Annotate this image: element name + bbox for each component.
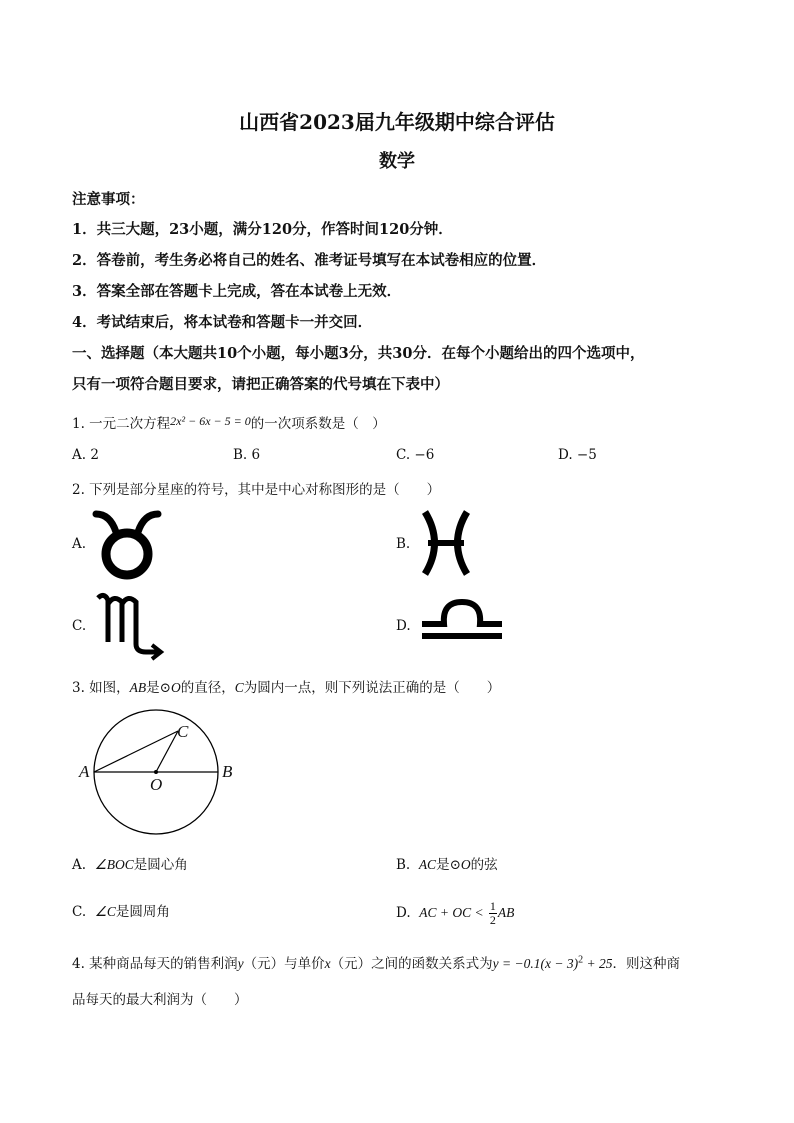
- q4-formula: y = −0.1: [492, 956, 541, 971]
- q2-option-d-label: D.: [396, 618, 411, 634]
- question-1: [72, 412, 386, 432]
- section-heading: 一、选择题（本大题共10个小题，每小题3分，共30分．在每个小题给出的四个选项中，: [72, 345, 645, 362]
- subject-title: 数学: [379, 151, 415, 172]
- point-b-label: B: [222, 762, 233, 781]
- notice-item: 3．答案全部在答题卡上完成，答在本试卷上无效．: [72, 283, 402, 300]
- pisces-icon: [420, 510, 472, 576]
- fraction-denominator: 2: [489, 913, 496, 927]
- notice-item: 1．共三大题，23小题，满分120分，作答时间120分钟．: [72, 221, 453, 238]
- option-label: A.: [72, 857, 87, 873]
- q3-stem-o: O: [170, 680, 181, 695]
- q1-stem-pre: 1. 一元二次方程: [72, 416, 171, 432]
- q3-stem-c: C: [234, 680, 244, 695]
- point-a-label: A: [79, 762, 90, 781]
- q1-option-b: B. 6: [233, 447, 261, 463]
- option-label: D.: [396, 905, 411, 921]
- q4-stem-part: （元）与单价: [243, 956, 325, 972]
- q3-option-c: [72, 900, 170, 920]
- q4-var-y: y: [237, 956, 244, 971]
- notice-item: 2．答卷前，考生务必将自己的姓名、准考证号填写在本试卷相应的位置．: [72, 252, 547, 269]
- q1-stem-post: 的一次项系数是（ ）: [250, 416, 386, 432]
- q4-formula-exponent: 2: [578, 954, 584, 966]
- q3-stem-part: 的直径，: [180, 680, 235, 696]
- q4-stem-part: （元）之间的函数关系式为: [330, 956, 493, 972]
- q3-option-d: [396, 900, 514, 927]
- q3-stem-part: 3. 如图，: [72, 680, 130, 696]
- q1-equation: 2x² − 6x − 5 = 0: [170, 414, 251, 428]
- question-4-cont: 品每天的最大利润为（ ）: [72, 992, 248, 1008]
- fraction-numerator: 1: [489, 899, 496, 913]
- option-math: AB: [497, 905, 515, 920]
- q4-formula: + 25: [583, 956, 613, 971]
- notice-item: 4．考试结束后，将本试卷和答题卡一并交回．: [72, 314, 373, 331]
- exam-title: 山西省2023届九年级期中综合评估: [239, 110, 555, 134]
- q1-option-a: A. 2: [72, 447, 99, 463]
- section-heading-cont: 只有一项符合题目要求，请把正确答案的代号填在下表中）: [72, 376, 449, 393]
- q2-option-c-label: C.: [72, 618, 87, 634]
- option-text: 是圆心角: [133, 857, 188, 873]
- option-math: ∠BOC: [94, 857, 134, 872]
- question-3: [72, 676, 500, 696]
- q4-formula: (x − 3): [540, 956, 579, 971]
- option-text: 是圆周角: [115, 904, 170, 920]
- question-2: 2. 下列是部分星座的符号，其中是中心对称图形的是（ ）: [72, 482, 441, 498]
- option-text: 是⊙: [436, 857, 461, 873]
- q4-var-x: x: [324, 956, 331, 971]
- q4-stem-part: ．则这种商: [612, 956, 680, 972]
- point-o-label: O: [150, 775, 163, 794]
- q1-option-d: D. −5: [558, 447, 597, 463]
- scorpio-icon: [94, 590, 170, 662]
- point-c-label: C: [177, 722, 189, 741]
- center-point: [154, 770, 158, 774]
- option-math: AC: [418, 857, 437, 872]
- q3-option-a: [72, 853, 188, 873]
- q4-stem-part: 4. 某种商品每天的销售利润: [72, 956, 238, 972]
- option-math: AC + OC <: [419, 905, 484, 920]
- option-text: 的弦: [470, 857, 498, 873]
- option-label: C.: [72, 904, 87, 920]
- option-math: ∠C: [94, 904, 116, 919]
- libra-icon: [420, 598, 504, 640]
- q3-stem-part: 为圆内一点，则下列说法正确的是（ ）: [243, 680, 501, 696]
- segment-ac: [94, 731, 178, 772]
- q3-stem-ab: AB: [129, 680, 147, 695]
- taurus-icon: [92, 508, 162, 580]
- q3-option-b: [396, 853, 498, 873]
- option-math: O: [460, 857, 471, 872]
- question-4: [72, 952, 680, 972]
- q2-option-b-label: B.: [396, 536, 411, 552]
- segment-oc: [156, 731, 178, 772]
- q3-stem-part: 是⊙: [146, 680, 171, 696]
- notice-heading: 注意事项：: [72, 191, 145, 208]
- q2-option-a-label: A.: [72, 536, 87, 552]
- option-label: B.: [396, 857, 411, 873]
- fraction-half: [489, 900, 497, 927]
- q1-option-c: C. −6: [396, 447, 435, 463]
